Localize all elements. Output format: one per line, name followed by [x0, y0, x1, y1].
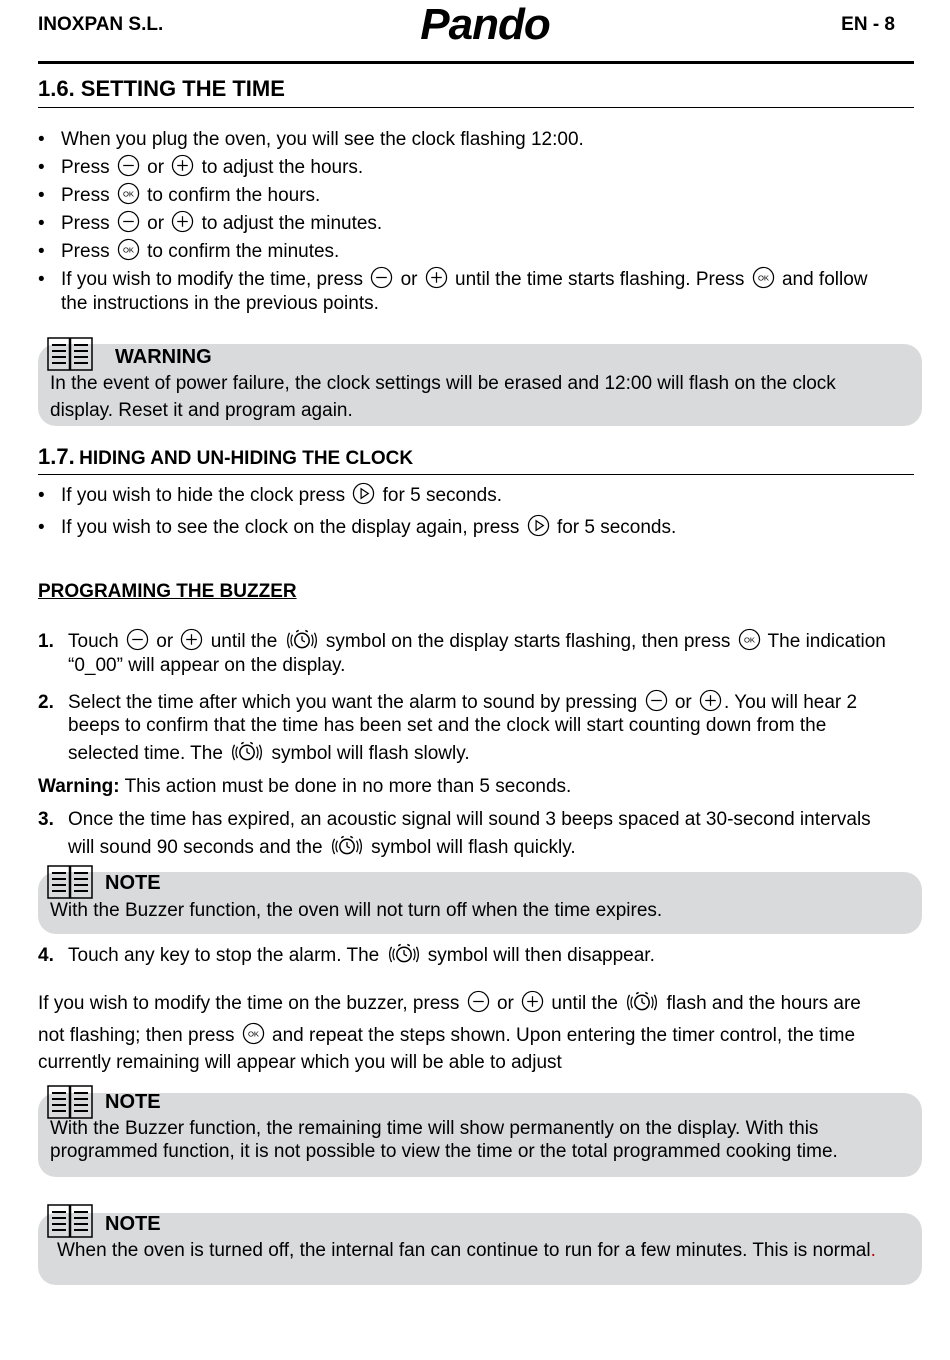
bullet: •: [38, 213, 45, 234]
step-text: Once the time has expired, an acoustic signal will sound 3 beeps spaced at 30-second intervals: [68, 809, 871, 830]
step-text: “0_00” will appear on the display.: [68, 655, 346, 676]
alarm-bell-icon: [330, 834, 364, 857]
warning-line-text: This action must be done in no more than 5 seconds.: [124, 776, 572, 797]
buzzer-heading: PROGRAMING THE BUZZER: [38, 581, 297, 602]
ok-icon: [738, 628, 761, 651]
manual-book-icon: [47, 864, 93, 900]
list-item-text: Press or to adjust the minutes.: [61, 210, 382, 237]
list-item-text: Press to confirm the minutes.: [61, 238, 339, 265]
alarm-bell-icon: [625, 990, 659, 1013]
plus-icon: [171, 154, 194, 177]
note-text: When the oven is turned off, the internal fan can continue to run for a few minutes. This is normal.: [57, 1240, 876, 1261]
note-text-line: programmed function, it is not possible to view the time or the total programmed cooking time.: [50, 1141, 838, 1162]
section-rule: [38, 107, 914, 108]
step-text: beeps to confirm that the time has been set and the clock will start counting down from the: [68, 715, 827, 736]
manual-book-icon: [47, 336, 93, 372]
bullet: •: [38, 185, 45, 206]
warning-text-line: In the event of power failure, the clock settings will be erased and 12:00 will flash on the clock: [50, 373, 836, 394]
step-text: selected time. The symbol will flash slowly.: [68, 740, 470, 767]
header-rule: [38, 61, 914, 64]
step-number: 2.: [38, 692, 54, 713]
bullet: •: [38, 485, 45, 506]
plus-icon: [171, 210, 194, 233]
plus-icon: [521, 990, 544, 1013]
note-text: With the Buzzer function, the oven will not turn off when the time expires.: [50, 900, 663, 921]
step-text: Touch or until the symbol on the display starts flashing, then press The indication: [68, 628, 886, 655]
section-title-setting-time: 1.6. SETTING THE TIME: [38, 76, 285, 101]
step-text: Touch any key to stop the alarm. The symbol will then disappear.: [68, 942, 655, 969]
warning-text-line: display. Reset it and program again.: [50, 400, 353, 421]
warning-line: [38, 773, 912, 800]
minus-icon: [126, 628, 149, 651]
alarm-bell-icon: [285, 628, 319, 651]
ok-icon: [117, 238, 140, 261]
list-item-text: Press to confirm the hours.: [61, 182, 320, 209]
bullet: •: [38, 129, 45, 150]
minus-icon: [645, 689, 668, 712]
alarm-bell-icon: [387, 942, 421, 965]
modify-paragraph-line: not flashing; then press and repeat the steps shown. Upon entering the timer control, the time: [38, 1022, 912, 1049]
company-name: INOXPAN S.L.: [38, 14, 164, 35]
note-title: NOTE: [105, 1213, 161, 1235]
ok-icon: [752, 266, 775, 289]
page-number: EN - 8: [841, 14, 895, 35]
play-icon: [527, 514, 550, 537]
minus-icon: [467, 990, 490, 1013]
list-item-text: If you wish to see the clock on the display again, press for 5 seconds.: [61, 514, 676, 541]
alarm-bell-icon: [230, 740, 264, 763]
bullet: •: [38, 241, 45, 262]
modify-paragraph-line: If you wish to modify the time on the buzzer, press or until the flash and the hours are: [38, 990, 912, 1017]
note-title: NOTE: [105, 1091, 161, 1113]
step-number: 4.: [38, 945, 54, 966]
step-text: will sound 90 seconds and the symbol will flash quickly.: [68, 834, 576, 861]
list-item-text: If you wish to hide the clock press for 5 seconds.: [61, 482, 502, 509]
plus-icon: [699, 689, 722, 712]
bullet: •: [38, 157, 45, 178]
list-item-text: If you wish to modify the time, press or until the time starts flashing. Press and follow: [61, 266, 912, 293]
modify-paragraph-line: currently remaining will appear which you will be able to adjust: [38, 1052, 562, 1073]
step-text: Select the time after which you want the alarm to sound by pressing or . You will hear 2: [68, 689, 857, 716]
note-title: NOTE: [105, 872, 161, 894]
warning-label: Warning:: [38, 776, 120, 797]
note-text-line: With the Buzzer function, the remaining time will show permanently on the display. With this: [50, 1118, 819, 1139]
play-icon: [352, 482, 375, 505]
ok-icon: [117, 182, 140, 205]
section-rule: [38, 474, 914, 475]
plus-icon: [425, 266, 448, 289]
minus-icon: [370, 266, 393, 289]
step-number: 1.: [38, 631, 54, 652]
step-number: 3.: [38, 809, 54, 830]
ok-icon: [242, 1022, 265, 1045]
bullet: •: [38, 517, 45, 538]
list-item-text: Press or to adjust the hours.: [61, 154, 363, 181]
minus-icon: [117, 154, 140, 177]
manual-book-icon: [47, 1203, 93, 1239]
minus-icon: [117, 210, 140, 233]
warning-title: WARNING: [115, 346, 212, 368]
list-item-text: the instructions in the previous points.: [61, 293, 379, 314]
brand-logo: Pando: [420, 0, 550, 49]
bullet: •: [38, 269, 45, 290]
section-title-hiding-clock: 1.7. HIDING AND UN-HIDING THE CLOCK: [38, 444, 414, 469]
plus-icon: [180, 628, 203, 651]
list-item-text: When you plug the oven, you will see the clock flashing 12:00.: [61, 129, 584, 150]
